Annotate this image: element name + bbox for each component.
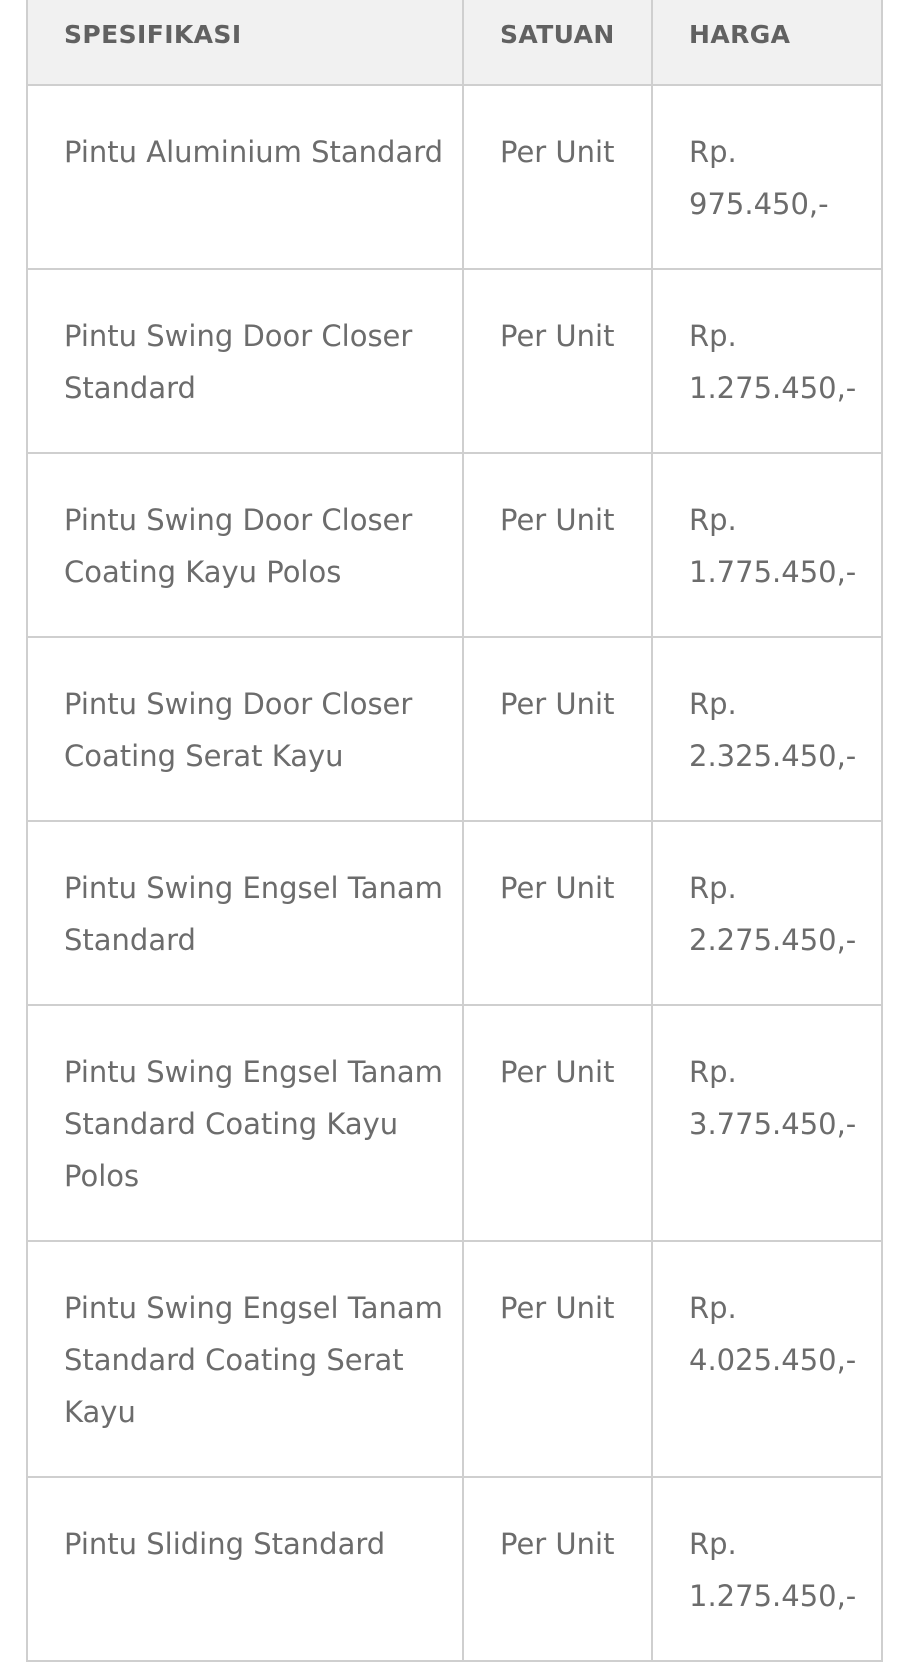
cell-spec: Pintu Swing Door Closer Coating Kayu Polos — [27, 453, 463, 637]
cell-unit: Per Unit — [463, 269, 652, 453]
cell-unit: Per Unit — [463, 453, 652, 637]
cell-unit: Per Unit — [463, 1005, 652, 1241]
table-row — [27, 1477, 882, 1661]
cell-price: Rp. 1.775.450,- — [652, 453, 882, 637]
header-satuan: SATUAN — [463, 0, 652, 85]
cell-spec: Pintu Swing Engsel Tanam Standard — [27, 821, 463, 1005]
table-row — [27, 1241, 882, 1477]
cell-price: Rp. 1.275.450,- — [652, 269, 882, 453]
table-row — [27, 453, 882, 637]
cell-spec: Pintu Sliding Standard — [27, 1477, 463, 1661]
cell-price: Rp. 3.775.450,- — [652, 1005, 882, 1241]
cell-price: Rp. 975.450,- — [652, 85, 882, 269]
table-row — [27, 821, 882, 1005]
cell-unit: Per Unit — [463, 637, 652, 821]
cell-unit: Per Unit — [463, 85, 652, 269]
table-row — [27, 1005, 882, 1241]
cell-unit: Per Unit — [463, 1477, 652, 1661]
table-header-row — [27, 0, 882, 85]
price-table — [26, 0, 883, 1662]
table-row — [27, 269, 882, 453]
cell-spec: Pintu Swing Engsel Tanam Standard Coating Serat Kayu — [27, 1241, 463, 1477]
price-table-container — [26, 0, 881, 1662]
cell-price: Rp. 2.275.450,- — [652, 821, 882, 1005]
cell-unit: Per Unit — [463, 821, 652, 1005]
header-spesifikasi: SPESIFIKASI — [27, 0, 463, 85]
table-row — [27, 85, 882, 269]
cell-spec: Pintu Aluminium Standard — [27, 85, 463, 269]
cell-price: Rp. 2.325.450,- — [652, 637, 882, 821]
header-harga: HARGA — [652, 0, 882, 85]
cell-spec: Pintu Swing Engsel Tanam Standard Coating Kayu Polos — [27, 1005, 463, 1241]
cell-price: Rp. 1.275.450,- — [652, 1477, 882, 1661]
cell-unit: Per Unit — [463, 1241, 652, 1477]
table-row — [27, 637, 882, 821]
cell-spec: Pintu Swing Door Closer Standard — [27, 269, 463, 453]
cell-spec: Pintu Swing Door Closer Coating Serat Kayu — [27, 637, 463, 821]
cell-price: Rp. 4.025.450,- — [652, 1241, 882, 1477]
